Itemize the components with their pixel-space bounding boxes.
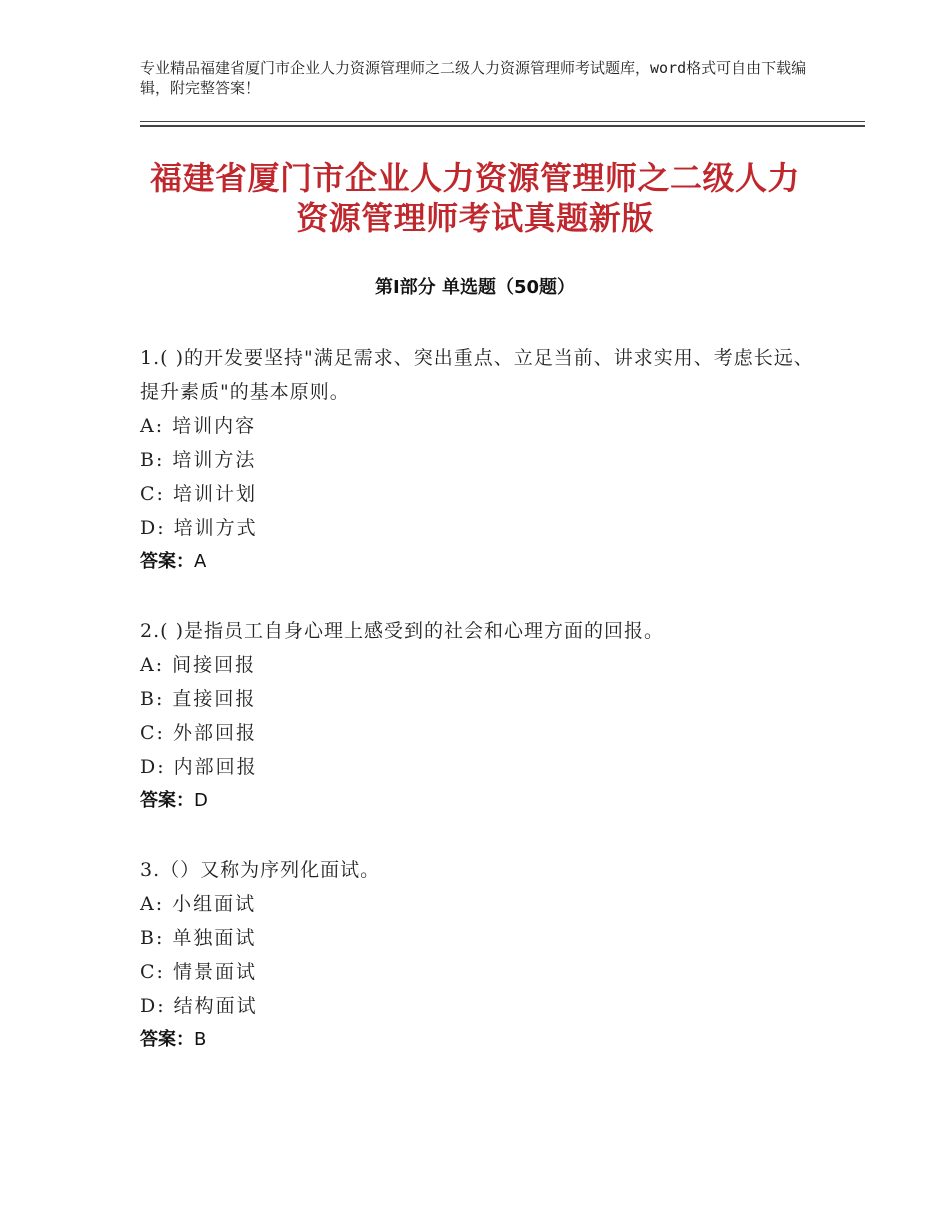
header-rule-thick (140, 125, 865, 127)
question-stem: 1.( )的开发要坚持"满足需求、突出重点、立足当前、讲求实用、考虑长远、提升素质"的基本原则。 (140, 347, 814, 403)
answer-label: 答案： (140, 551, 194, 572)
option-d: D: 内部回报 (140, 756, 258, 778)
answer-line (140, 545, 820, 579)
answer-line (140, 784, 820, 818)
option-b: B: 培训方法 (140, 449, 257, 471)
answer-line (140, 1023, 820, 1057)
document-title: 福建省厦门市企业人力资源管理师之二级人力资源管理师考试真题新版 (149, 159, 800, 237)
option-c: C: 外部回报 (140, 722, 257, 744)
option-d: D: 培训方式 (140, 517, 258, 539)
section-title: 第Ⅰ部分 单选题（50题） (374, 277, 575, 298)
option-b: B: 直接回报 (140, 688, 257, 710)
option-a: A: 培训内容 (140, 415, 257, 437)
option-c: C: 培训计划 (140, 483, 257, 505)
question-stem: 2.( )是指员工自身心理上感受到的社会和心理方面的回报。 (140, 620, 664, 642)
question-block (140, 614, 820, 818)
answer-label: 答案： (140, 790, 194, 811)
header-rule-thin (140, 121, 865, 122)
question-block (140, 341, 820, 579)
option-c: C: 情景面试 (140, 961, 257, 983)
header-note: 专业精品福建省厦门市企业人力资源管理师之二级人力资源管理师考试题库，word格式可自由下载编辑，附完整答案！ (140, 59, 807, 97)
question-block (140, 853, 820, 1057)
answer-label: 答案： (140, 1029, 194, 1050)
answer-value: D (194, 790, 208, 811)
option-a: A: 间接回报 (140, 654, 257, 676)
option-d: D: 结构面试 (140, 995, 258, 1017)
option-b: B: 单独面试 (140, 927, 257, 949)
option-a: A: 小组面试 (140, 893, 257, 915)
question-stem: 3.（）又称为序列化面试。 (140, 859, 381, 881)
answer-value: A (194, 551, 207, 572)
answer-value: B (194, 1029, 207, 1050)
